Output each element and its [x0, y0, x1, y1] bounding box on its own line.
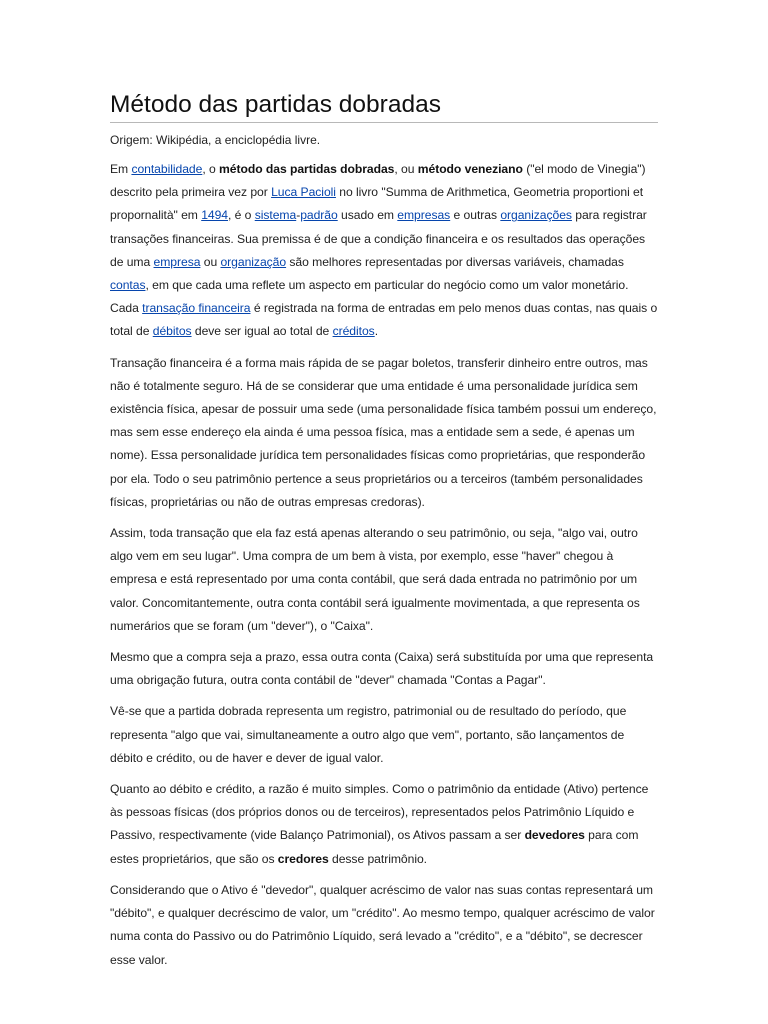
link-padrao[interactable]: padrão: [300, 208, 338, 223]
page-title: Método das partidas dobradas: [110, 90, 658, 123]
link-organizacoes[interactable]: organizações: [500, 208, 572, 223]
text: usado em: [337, 208, 398, 223]
bold-term-metodo-veneziano: método veneziano: [417, 162, 523, 176]
text: Quanto ao débito e crédito, a razão é muito simples. Como o patrimônio da entidade (Ativo) pertence às pessoas físicas (dos próprios donos ou de terceiros), representados pelos Patrimônio Líquido e Passivo, respectivamente (vide Balanço Patrimonial), os Ativos passam a ser: [110, 782, 649, 843]
text: no livro "Summa de Arithmetica, Geometria proportioni et propornalità" em: [110, 185, 644, 223]
link-luca-pacioli[interactable]: Luca Pacioli: [271, 185, 336, 200]
text: é registrada na forma de entradas em pelo menos duas contas, nas quais o total de: [110, 301, 658, 339]
text: , o: [202, 162, 220, 176]
text: para com estes proprietários, que são os: [110, 828, 639, 866]
bold-term-credores: credores: [277, 851, 329, 866]
paragraph-intro: [110, 158, 658, 344]
link-creditos[interactable]: créditos: [332, 324, 375, 339]
text: , ou: [394, 162, 418, 176]
text: , é o: [228, 208, 255, 223]
article-content: [110, 90, 658, 972]
paragraph-transacao-financeira: Transação financeira é a forma mais rápida de se pagar boletos, transferir dinheiro entre outros, mas não é totalmente seguro. Há de se considerar que uma entidade é uma personalidade jurídica sem existência física, apesar de possuir uma sede (uma personalidade física também possui um endereço, mas sem esse endereço ela ainda é uma pessoa física, mas a entidade sem a sede, é apenas um nome). Essa personalidade jurídica tem personalidades físicas como proprietárias, que responderão por ela. Todo o seu patrimônio pertence a seus proprietários ou a terceiros (também personalidades físicas, proprietárias ou não de outras empresas credoras).: [110, 355, 657, 509]
link-debitos[interactable]: débitos: [152, 324, 192, 339]
paragraph-compra-a-prazo: Mesmo que a compra seja a prazo, essa outra conta (Caixa) será substituída por uma que representa uma obrigação futura, outra conta contábil de "dever" chamada "Contas a Pagar".: [110, 650, 654, 688]
bold-term-devedores: devedores: [524, 828, 585, 843]
link-sistema[interactable]: sistema: [254, 208, 297, 223]
link-transacao-financeira[interactable]: transação financeira: [142, 301, 251, 316]
text: ("el modo de Vinegia") descrito pela primeira vez por: [110, 162, 646, 200]
text: e outras: [450, 208, 501, 223]
link-1494[interactable]: 1494: [201, 208, 229, 223]
bold-term-metodo-partidas-dobradas: método das partidas dobradas: [219, 162, 395, 176]
paragraph-debito-credito: [110, 778, 658, 871]
text: .: [374, 324, 379, 339]
link-empresa[interactable]: empresa: [153, 254, 201, 269]
link-empresas[interactable]: empresas: [397, 208, 451, 223]
link-organizacao[interactable]: organização: [220, 254, 287, 269]
paragraph-ativo-devedor: Considerando que o Ativo é "devedor", qualquer acréscimo de valor nas suas contas representará um "débito", e qualquer decréscimo de valor, um "crédito". Ao mesmo tempo, qualquer acréscimo de valor numa conta do Passivo ou do Patrimônio Líquido, será levado a "crédito", e a "débito", se decrescer esse valor.: [110, 882, 655, 967]
text: ou: [200, 254, 221, 269]
paragraph-assim: Assim, toda transação que ela faz está apenas alterando o seu patrimônio, ou seja, "algo vai, outro algo vem em seu lugar". Uma compra de um bem à vista, por exemplo, esse "haver" chegou à empresa e está representado por uma conta contábil, que será dada entrada no patrimônio por um valor. Concomitantemente, outra conta contábil será igualmente movimentada, a que representa os numerários que se foram (um "dever"), o "Caixa".: [110, 526, 640, 633]
text: para registrar transações financeiras. Sua premissa é de que a condição financeira e os resultados das operações de uma: [110, 208, 647, 269]
text: , em que cada uma reflete um aspecto em particular do negócio como um valor monetário. Cada: [110, 278, 629, 316]
text: Em: [110, 162, 132, 176]
link-contabilidade[interactable]: contabilidade: [131, 162, 203, 176]
paragraph-partida-dobrada: Vê-se que a partida dobrada representa um registro, patrimonial ou de resultado do período, que representa "algo que vai, simultaneamente a outro algo que vem", portanto, são lançamentos de débito e crédito, ou de haver e dever de igual valor.: [110, 704, 627, 765]
article-source: Origem: Wikipédia, a enciclopédia livre.: [110, 133, 321, 147]
text: -: [296, 208, 301, 223]
text: são melhores representadas por diversas variáveis, chamadas: [286, 254, 624, 269]
text: deve ser igual ao total de: [191, 324, 333, 339]
text: desse patrimônio.: [328, 851, 427, 866]
link-contas[interactable]: contas: [110, 278, 146, 293]
